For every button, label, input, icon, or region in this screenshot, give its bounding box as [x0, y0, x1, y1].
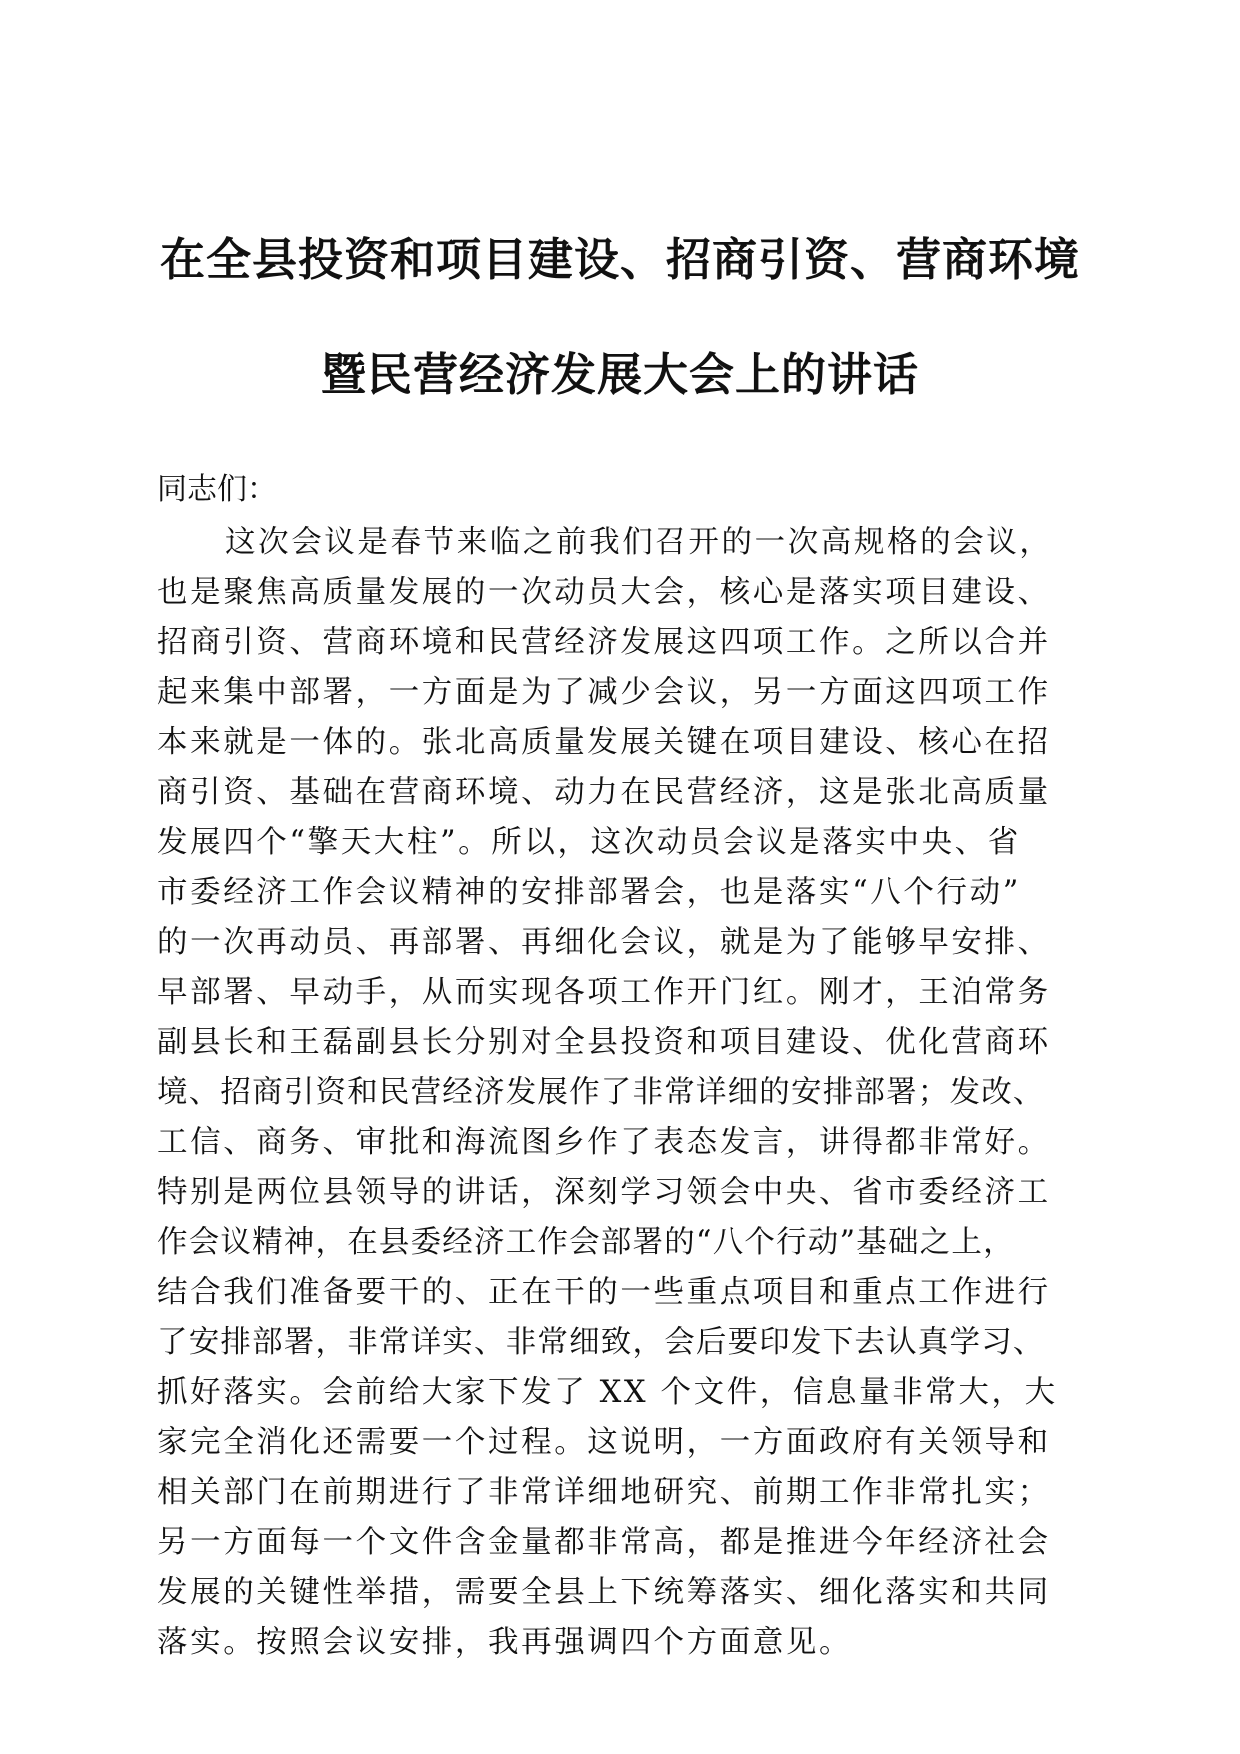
- body-line: 作会议精神，在县委经济工作会部署的“八个行动”基础之上，: [157, 1225, 1015, 1260]
- body-paragraph: [157, 518, 1117, 1668]
- salutation: 同志们：: [157, 472, 277, 507]
- body-line: 结合我们准备要干的、正在干的一些重点项目和重点工作进行: [157, 1275, 1051, 1310]
- body-line: 也是聚焦高质量发展的一次动员大会，核心是落实项目建设、: [157, 575, 1051, 610]
- body-line: 早部署、早动手，从而实现各项工作开门红。刚才，王泊常务: [157, 975, 1051, 1010]
- document-title-line-1: 在全县投资和项目建设、招商引资、营商环境: [159, 233, 1080, 286]
- body-line: 特别是两位县领导的讲话，深刻学习领会中央、省市委经济工: [157, 1175, 1051, 1210]
- body-line: 相关部门在前期进行了非常详细地研究、前期工作非常扎实；: [157, 1475, 1051, 1510]
- body-line: 起来集中部署，一方面是为了减少会议，另一方面这四项工作: [157, 675, 1051, 710]
- body-line: 商引资、基础在营商环境、动力在民营经济，这是张北高质量: [157, 775, 1051, 810]
- body-line: 的一次再动员、再部署、再细化会议，就是为了能够早安排、: [157, 925, 1051, 960]
- body-line: 境、招商引资和民营经济发展作了非常详细的安排部署；发改、: [157, 1075, 1045, 1110]
- body-line: 发展四个“擎天大柱”。所以，这次动员会议是落实中央、省: [157, 825, 1021, 860]
- body-line: 副县长和王磊副县长分别对全县投资和项目建设、优化营商环: [157, 1025, 1051, 1060]
- body-line: 抓好落实。会前给大家下发了 XX 个文件，信息量非常大，大: [157, 1375, 1058, 1410]
- body-line: 工信、商务、审批和海流图乡作了表态发言，讲得都非常好。: [157, 1125, 1051, 1160]
- document-title-line-2: 暨民营经济发展大会上的讲话: [320, 348, 919, 401]
- body-line: 本来就是一体的。张北高质量发展关键在项目建设、核心在招: [157, 725, 1051, 760]
- body-line: 家完全消化还需要一个过程。这说明，一方面政府有关领导和: [157, 1425, 1051, 1460]
- body-line: 另一方面每一个文件含金量都非常高，都是推进今年经济社会: [157, 1525, 1051, 1560]
- body-line: 市委经济工作会议精神的安排部署会，也是落实“八个行动”: [157, 875, 1021, 910]
- body-line: 落实。按照会议安排，我再强调四个方面意见。: [157, 1625, 853, 1660]
- body-line: 发展的关键性举措，需要全县上下统筹落实、细化落实和共同: [157, 1575, 1051, 1610]
- body-line: 招商引资、营商环境和民营经济发展这四项工作。之所以合并: [157, 625, 1051, 660]
- body-line: 了安排部署，非常详实、非常细致，会后要印发下去认真学习、: [157, 1325, 1045, 1360]
- body-line: 这次会议是春节来临之前我们召开的一次高规格的会议，: [225, 525, 1053, 560]
